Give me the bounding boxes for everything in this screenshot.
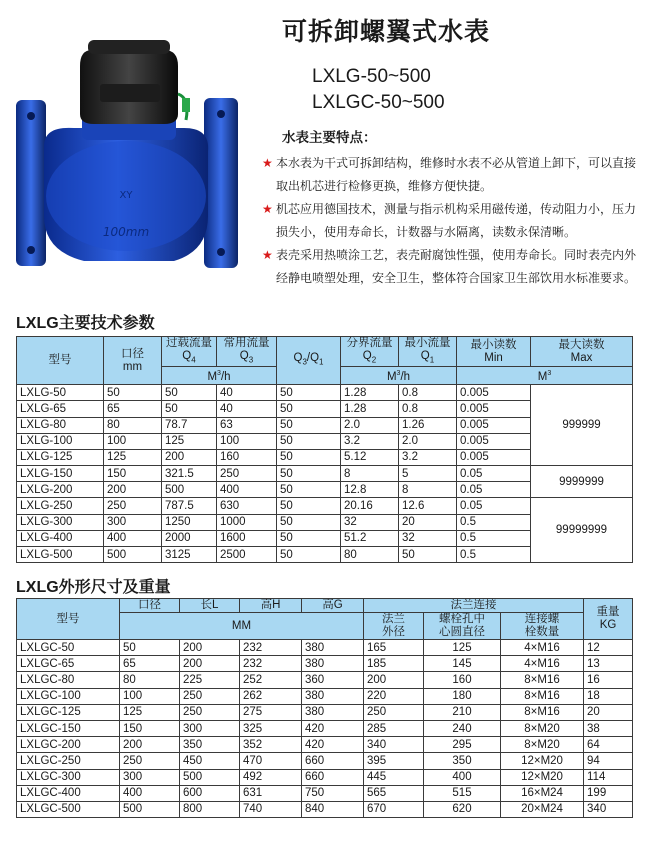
- table-cell: 500: [162, 482, 217, 498]
- table-row: [17, 466, 633, 482]
- table-cell: 12×M20: [501, 769, 584, 785]
- table-cell: 252: [240, 672, 302, 688]
- table-cell: 40: [217, 401, 277, 417]
- table-cell: 340: [364, 737, 424, 753]
- table-cell: 4×M16: [501, 656, 584, 672]
- table-cell: 262: [240, 688, 302, 704]
- table-cell: 125: [424, 640, 501, 656]
- table-cell: 250: [217, 466, 277, 482]
- table-cell: 16: [584, 672, 633, 688]
- table-cell: 600: [180, 785, 240, 801]
- table-cell: 1.28: [341, 385, 399, 401]
- table-cell: 250: [364, 704, 424, 720]
- table-row: [17, 498, 633, 514]
- dimensions-table: [16, 598, 633, 818]
- table-cell: 1000: [217, 514, 277, 530]
- table-cell: LXLG-500: [17, 547, 104, 563]
- table-cell: 20×M24: [501, 801, 584, 817]
- header-common-flow: 常用流量 $Q_3$: [217, 337, 277, 367]
- table-cell: 800: [180, 801, 240, 817]
- table-cell: 50: [277, 385, 341, 401]
- table-cell: 210: [424, 704, 501, 720]
- table-cell: 0.05: [457, 482, 531, 498]
- table-cell: 0.005: [457, 433, 531, 449]
- header-boundary-flow: 分界流量 $Q_2$: [341, 337, 399, 367]
- table-cell: 2000: [162, 530, 217, 546]
- header-caliber: 口径: [120, 599, 180, 613]
- table-cell: 50: [277, 482, 341, 498]
- table-cell: 185: [364, 656, 424, 672]
- table-cell: 0.5: [457, 547, 531, 563]
- header-bolt-count: 连接螺 栓数量: [501, 613, 584, 640]
- table-cell: 18: [584, 688, 633, 704]
- table-cell: LXLGC-400: [17, 785, 120, 801]
- table-cell: 50: [277, 433, 341, 449]
- svg-text:XY: XY: [119, 190, 133, 201]
- table-cell: 620: [424, 801, 501, 817]
- table-cell: 150: [120, 720, 180, 736]
- table-cell: 500: [180, 769, 240, 785]
- table-cell: 0.5: [457, 530, 531, 546]
- table-cell: 1.26: [399, 417, 457, 433]
- table-cell: 380: [302, 688, 364, 704]
- table-cell: LXLG-200: [17, 482, 104, 498]
- feature-item: [262, 152, 640, 198]
- table-cell: 40: [217, 385, 277, 401]
- table-cell: LXLG-100: [17, 433, 104, 449]
- table-cell: 340: [584, 801, 633, 817]
- table-cell: 240: [424, 720, 501, 736]
- header-model: 型号: [17, 337, 104, 385]
- table-cell: 12.8: [341, 482, 399, 498]
- max-reading-group: 999999: [531, 385, 633, 466]
- water-meter-image: [14, 36, 254, 276]
- table-cell: 225: [180, 672, 240, 688]
- table-row: [17, 753, 633, 769]
- header-mm: MM: [120, 613, 364, 640]
- table-cell: 631: [240, 785, 302, 801]
- table-cell: 20: [584, 704, 633, 720]
- table-cell: 5: [399, 466, 457, 482]
- table-cell: 51.2: [341, 530, 399, 546]
- table-cell: 150: [104, 466, 162, 482]
- table-cell: 2.0: [341, 417, 399, 433]
- table-cell: 470: [240, 753, 302, 769]
- table-cell: 565: [364, 785, 424, 801]
- features-list: [262, 152, 640, 290]
- header-ratio: $Q_3/Q_1$: [277, 337, 341, 385]
- feature-item: [262, 244, 640, 290]
- header-model: 型号: [17, 599, 120, 640]
- table-cell: 400: [120, 785, 180, 801]
- table-cell: 395: [364, 753, 424, 769]
- table-cell: 80: [104, 417, 162, 433]
- table-cell: 50: [277, 498, 341, 514]
- table-cell: 200: [162, 449, 217, 465]
- table-cell: 125: [120, 704, 180, 720]
- table-row: [17, 688, 633, 704]
- table-cell: LXLGC-100: [17, 688, 120, 704]
- table-cell: 32: [399, 530, 457, 546]
- table-cell: 500: [120, 801, 180, 817]
- table-cell: 220: [364, 688, 424, 704]
- table-cell: LXLG-50: [17, 385, 104, 401]
- table-cell: 2500: [217, 547, 277, 563]
- feature-text: 本水表为干式可拆卸结构，维修时水表不必从管道上卸下，可以直接取出机芯进行检修更换，维修方便快捷。: [276, 156, 637, 193]
- table-cell: 12: [584, 640, 633, 656]
- table-row: [17, 640, 633, 656]
- table-cell: 750: [302, 785, 364, 801]
- table-cell: 200: [180, 656, 240, 672]
- table-cell: 50: [277, 417, 341, 433]
- table-cell: 165: [364, 640, 424, 656]
- table-row: [17, 385, 633, 401]
- table-cell: LXLGC-300: [17, 769, 120, 785]
- table-cell: 0.05: [457, 498, 531, 514]
- table-cell: 0.5: [457, 514, 531, 530]
- table-row: [17, 785, 633, 801]
- feature-text: 表壳采用热喷涂工艺，表壳耐腐蚀性强，使用寿命长。同时表壳内外经静电喷塑处理，安全卫生，整体符合国家卫生部饮用水标准要求。: [276, 248, 637, 285]
- table-cell: 515: [424, 785, 501, 801]
- table-cell: 38: [584, 720, 633, 736]
- table-cell: 50: [399, 547, 457, 563]
- table-cell: 64: [584, 737, 633, 753]
- table-cell: 160: [217, 449, 277, 465]
- table-cell: 1250: [162, 514, 217, 530]
- tech-params-body: [17, 385, 633, 563]
- header-unit-flow-2: $M^3/h$: [341, 367, 457, 385]
- table-cell: 125: [162, 433, 217, 449]
- table-cell: 787.5: [162, 498, 217, 514]
- table-cell: 250: [180, 704, 240, 720]
- table-cell: 492: [240, 769, 302, 785]
- table-cell: LXLG-65: [17, 401, 104, 417]
- table-cell: 400: [424, 769, 501, 785]
- table-cell: 300: [180, 720, 240, 736]
- table-cell: 13: [584, 656, 633, 672]
- table-cell: LXLGC-500: [17, 801, 120, 817]
- table-cell: 78.7: [162, 417, 217, 433]
- table-row: [17, 720, 633, 736]
- table-cell: 250: [104, 498, 162, 514]
- header-unit-reading: $M^3$: [457, 367, 633, 385]
- features-heading: 水表主要特点：: [282, 130, 377, 146]
- table-cell: 840: [302, 801, 364, 817]
- table-cell: 50: [162, 385, 217, 401]
- tech-params-table: [16, 336, 633, 563]
- table-cell: 200: [120, 737, 180, 753]
- star-icon: ★: [262, 156, 273, 170]
- header-length: 长L: [180, 599, 240, 613]
- table-cell: 4×M16: [501, 640, 584, 656]
- table-cell: 0.005: [457, 449, 531, 465]
- table-cell: 200: [180, 640, 240, 656]
- table-cell: 200: [364, 672, 424, 688]
- table-cell: 50: [277, 530, 341, 546]
- table-row: [17, 656, 633, 672]
- table-cell: 50: [277, 449, 341, 465]
- table-cell: 295: [424, 737, 501, 753]
- header-flange-od: 法兰 外径: [364, 613, 424, 640]
- table-cell: 8×M20: [501, 720, 584, 736]
- table-cell: 232: [240, 640, 302, 656]
- table-cell: 300: [104, 514, 162, 530]
- table-cell: 400: [104, 530, 162, 546]
- table-cell: 0.8: [399, 401, 457, 417]
- table-cell: 50: [162, 401, 217, 417]
- table-cell: 420: [302, 720, 364, 736]
- table-cell: 380: [302, 704, 364, 720]
- table-cell: 80: [120, 672, 180, 688]
- header-bolt-circle: 螺栓孔中 心圆直径: [424, 613, 501, 640]
- table-cell: 670: [364, 801, 424, 817]
- table-cell: 350: [180, 737, 240, 753]
- table-row: [17, 672, 633, 688]
- table-cell: 5.12: [341, 449, 399, 465]
- table-cell: 63: [217, 417, 277, 433]
- table-cell: 250: [180, 688, 240, 704]
- table-cell: 145: [424, 656, 501, 672]
- table-cell: 8×M16: [501, 704, 584, 720]
- header-unit-flow: $M^3/h$: [162, 367, 277, 385]
- tech-params-title: LXLG主要技术参数: [16, 315, 155, 332]
- max-reading-group: 9999999: [531, 466, 633, 498]
- header-caliber: 口径 mm: [104, 337, 162, 385]
- table-cell: 8×M16: [501, 672, 584, 688]
- table-cell: 660: [302, 769, 364, 785]
- table-cell: 500: [104, 547, 162, 563]
- table-cell: 50: [277, 466, 341, 482]
- table-row: [17, 704, 633, 720]
- table-cell: 232: [240, 656, 302, 672]
- table-cell: 660: [302, 753, 364, 769]
- dimensions-title: LXLG外形尺寸及重量: [16, 579, 171, 596]
- table-cell: 94: [584, 753, 633, 769]
- table-cell: 450: [180, 753, 240, 769]
- table-cell: 352: [240, 737, 302, 753]
- table-cell: 80: [341, 547, 399, 563]
- table-cell: 321.5: [162, 466, 217, 482]
- table-cell: 360: [302, 672, 364, 688]
- table-cell: LXLGC-50: [17, 640, 120, 656]
- feature-item: [262, 198, 640, 244]
- table-cell: LXLG-250: [17, 498, 104, 514]
- table-cell: 12×M20: [501, 753, 584, 769]
- table-cell: LXLG-125: [17, 449, 104, 465]
- table-cell: 250: [120, 753, 180, 769]
- table-cell: 740: [240, 801, 302, 817]
- table-cell: 20.16: [341, 498, 399, 514]
- table-cell: 125: [104, 449, 162, 465]
- table-cell: 2.0: [399, 433, 457, 449]
- table-cell: 65: [104, 401, 162, 417]
- table-cell: 8×M16: [501, 688, 584, 704]
- table-cell: 65: [120, 656, 180, 672]
- table-cell: 8×M20: [501, 737, 584, 753]
- feature-text: 机芯应用德国技术，测量与指示机构采用磁传递，传动阻力小，压力损失小，使用寿命长，计数器与水隔离，读数永保清晰。: [276, 202, 637, 239]
- model-range-lxlg: LXLG-50~500: [312, 66, 431, 87]
- table-cell: 50: [277, 547, 341, 563]
- table-cell: 350: [424, 753, 501, 769]
- table-cell: 0.05: [457, 466, 531, 482]
- table-cell: 325: [240, 720, 302, 736]
- table-cell: LXLGC-125: [17, 704, 120, 720]
- header-overload-flow: 过载流量 $Q_4$: [162, 337, 217, 367]
- table-cell: 380: [302, 656, 364, 672]
- table-cell: 200: [104, 482, 162, 498]
- table-cell: 50: [120, 640, 180, 656]
- table-cell: 160: [424, 672, 501, 688]
- table-cell: LXLGC-80: [17, 672, 120, 688]
- table-cell: LXLG-80: [17, 417, 104, 433]
- table-cell: LXLGC-150: [17, 720, 120, 736]
- dimensions-body: [17, 640, 633, 818]
- header-flange: 法兰连接: [364, 599, 584, 613]
- header-min-flow: 最小流量 $Q_1$: [399, 337, 457, 367]
- page-title: 可拆卸螺翼式水表: [282, 17, 491, 46]
- table-cell: 275: [240, 704, 302, 720]
- table-cell: 12.6: [399, 498, 457, 514]
- table-cell: 3.2: [341, 433, 399, 449]
- table-cell: 20: [399, 514, 457, 530]
- table-cell: 100: [217, 433, 277, 449]
- table-cell: 0.005: [457, 401, 531, 417]
- header-height-g: 高G: [302, 599, 364, 613]
- table-cell: 445: [364, 769, 424, 785]
- table-cell: LXLGC-65: [17, 656, 120, 672]
- header-weight: 重量 KG: [584, 599, 633, 640]
- table-cell: 8: [399, 482, 457, 498]
- model-range-lxlgc: LXLGC-50~500: [312, 92, 445, 113]
- star-icon: ★: [262, 248, 273, 262]
- table-cell: 420: [302, 737, 364, 753]
- max-reading-group: 99999999: [531, 498, 633, 563]
- table-row: [17, 801, 633, 817]
- table-cell: 100: [120, 688, 180, 704]
- table-cell: 0.005: [457, 417, 531, 433]
- table-cell: 16×M24: [501, 785, 584, 801]
- table-cell: 1.28: [341, 401, 399, 417]
- table-cell: LXLG-400: [17, 530, 104, 546]
- table-cell: 285: [364, 720, 424, 736]
- table-cell: 100: [104, 433, 162, 449]
- table-cell: LXLG-150: [17, 466, 104, 482]
- header-max-reading: 最大读数 Max: [531, 337, 633, 367]
- table-cell: 0.8: [399, 385, 457, 401]
- table-cell: 400: [217, 482, 277, 498]
- svg-text:100mm: 100mm: [102, 225, 150, 239]
- table-cell: LXLGC-200: [17, 737, 120, 753]
- table-cell: 114: [584, 769, 633, 785]
- header-height-h: 高H: [240, 599, 302, 613]
- table-cell: 8: [341, 466, 399, 482]
- table-cell: 630: [217, 498, 277, 514]
- table-row: [17, 737, 633, 753]
- table-cell: LXLGC-250: [17, 753, 120, 769]
- table-row: [17, 769, 633, 785]
- header-min-reading: 最小读数 Min: [457, 337, 531, 367]
- table-cell: 1600: [217, 530, 277, 546]
- table-cell: 50: [277, 514, 341, 530]
- star-icon: ★: [262, 202, 273, 216]
- table-cell: 3.2: [399, 449, 457, 465]
- table-cell: 300: [120, 769, 180, 785]
- table-cell: 50: [104, 385, 162, 401]
- table-cell: 32: [341, 514, 399, 530]
- table-cell: 380: [302, 640, 364, 656]
- table-cell: 0.005: [457, 385, 531, 401]
- table-cell: 180: [424, 688, 501, 704]
- table-cell: 3125: [162, 547, 217, 563]
- table-cell: LXLG-300: [17, 514, 104, 530]
- table-cell: 199: [584, 785, 633, 801]
- table-cell: 50: [277, 401, 341, 417]
